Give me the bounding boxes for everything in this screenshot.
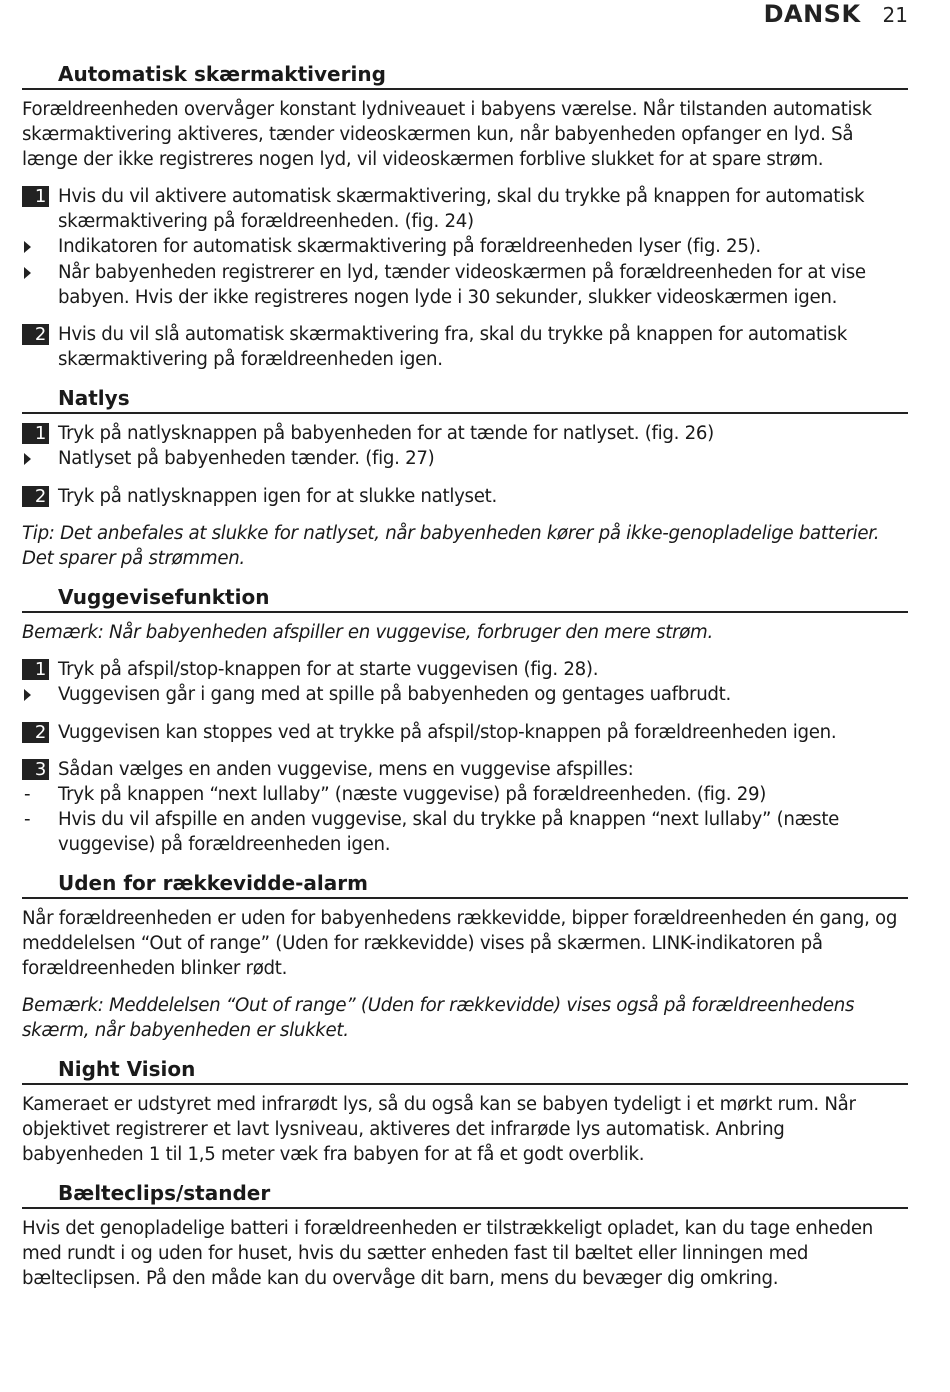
section-heading: Automatisk skærmaktivering xyxy=(22,60,908,90)
step-number: 1 xyxy=(22,659,49,680)
triangle-bullet-icon xyxy=(24,453,31,465)
section-heading: Natlys xyxy=(22,384,908,414)
step-item xyxy=(22,322,908,372)
item-text: Tryk på knappen “next lullaby” (næste vuggevise) på forældreenheden. (fig. 29) xyxy=(58,784,767,805)
dash-marker xyxy=(22,782,58,807)
item-text: Vuggevisen kan stoppes ved at trykke på afspil/stop-knappen på forældreenheden igen. xyxy=(58,722,837,743)
note-paragraph: Bemærk: Når babyenheden afspiller en vuggevise, forbruger den mere strøm. xyxy=(22,622,713,643)
triangle-bullet-icon xyxy=(24,689,31,701)
triangle-bullet-icon xyxy=(24,241,31,253)
step-marker xyxy=(22,484,58,509)
step-marker xyxy=(22,757,58,782)
step-marker xyxy=(22,421,58,446)
step-item xyxy=(22,484,908,509)
bullet-marker xyxy=(22,446,58,472)
step-number: 1 xyxy=(22,423,49,444)
body-paragraph: Når forældreenheden er uden for babyenhedens rækkevidde, bipper forældreenheden én gang, og meddelelsen “Out of range” (Uden for rækkevidde) vises på skærmen. LINK-indikatoren på forældreenheden blinker rødt. xyxy=(22,908,898,979)
step-number: 3 xyxy=(22,759,49,780)
step-marker xyxy=(22,657,58,682)
body-paragraph: Kameraet er udstyret med infrarødt lys, så du også kan se babyen tydeligt i et mørkt rum. Når objektivet registrerer et lavt lysniveau, aktiveres det infrarøde lys automatisk. Anbring babyenheden 1 til 1,5 meter væk fra babyen for at få et godt overblik. xyxy=(22,1094,856,1165)
step-item xyxy=(22,421,908,446)
step-item xyxy=(22,657,908,682)
section-heading: Uden for rækkevidde-alarm xyxy=(22,869,908,899)
section xyxy=(22,869,908,1043)
result-item xyxy=(22,446,908,472)
result-item xyxy=(22,682,908,708)
item-text: Tryk på afspil/stop-knappen for at starte vuggevisen (fig. 28). xyxy=(58,659,599,680)
item-text: Natlyset på babyenheden tænder. (fig. 27) xyxy=(58,448,435,469)
triangle-bullet-icon xyxy=(24,267,31,279)
item-text: Hvis du vil aktivere automatisk skærmaktivering, skal du trykke på knappen for automatisk skærmaktivering på forældreenheden. (fig. 24) xyxy=(58,186,865,232)
item-text: Når babyenheden registrerer en lyd, tænder videoskærmen på forældreenheden for at vise babyen. Hvis der ikke registreres nogen lyde i 30 sekunder, slukker videoskærmen igen. xyxy=(58,262,866,308)
language-label: DANSK xyxy=(763,0,861,28)
instruction-list xyxy=(22,657,908,857)
instruction-list xyxy=(22,184,908,372)
dash-icon: - xyxy=(24,784,31,805)
step-item xyxy=(22,720,908,745)
page-header xyxy=(764,0,908,28)
dash-item xyxy=(22,782,908,807)
section xyxy=(22,1179,908,1291)
item-text: Vuggevisen går i gang med at spille på babyenheden og gentages uafbrudt. xyxy=(58,684,731,705)
section-heading: Night Vision xyxy=(22,1055,908,1085)
section xyxy=(22,60,908,372)
dash-marker xyxy=(22,807,58,857)
section xyxy=(22,384,908,571)
note-paragraph: Bemærk: Meddelelsen “Out of range” (Uden for rækkevidde) vises også på forældreenhedens skærm, når babyenheden er slukket. xyxy=(22,995,855,1041)
body-paragraph: Hvis det genopladelige batteri i forældreenheden er tilstrækkeligt opladet, kan du tage enheden med rundt i og uden for huset, hvis du sætter enheden fast til bæltet eller linningen med bælteclipsen. På den måde kan du overvåge dit barn, mens du bevæger dig omkring. xyxy=(22,1218,873,1289)
page-number: 21 xyxy=(882,3,908,27)
dash-item xyxy=(22,807,908,857)
item-text: Indikatoren for automatisk skærmaktivering på forældreenheden lyser (fig. 25). xyxy=(58,236,761,257)
step-item xyxy=(22,757,908,782)
item-text: Tryk på natlysknappen igen for at slukke natlyset. xyxy=(58,486,497,507)
note-paragraph: Tip: Det anbefales at slukke for natlyset, når babyenheden kører på ikke-genopladelige batterier. Det sparer på strømmen. xyxy=(22,523,880,569)
step-number: 2 xyxy=(22,324,49,345)
section-heading: Bælteclips/stander xyxy=(22,1179,908,1209)
step-number: 2 xyxy=(22,722,49,743)
document-body xyxy=(22,60,908,1303)
bullet-marker xyxy=(22,682,58,708)
step-marker xyxy=(22,184,58,234)
section xyxy=(22,1055,908,1167)
dash-icon: - xyxy=(24,809,31,830)
item-text: Hvis du vil afspille en anden vuggevise, skal du trykke på knappen “next lullaby” (næste vuggevise) på forældreenheden igen. xyxy=(58,809,840,855)
step-number: 2 xyxy=(22,486,49,507)
body-paragraph: Forældreenheden overvåger konstant lydniveauet i babyens værelse. Når tilstanden automatisk skærmaktivering aktiveres, tænder videoskærmen kun, når babyenheden opfanger en lyd. Så længe der ikke registreres nogen lyd, vil videoskærmen forblive slukket for at spare strøm. xyxy=(22,99,872,170)
step-marker xyxy=(22,322,58,372)
step-number: 1 xyxy=(22,186,49,207)
result-item xyxy=(22,234,908,260)
result-item xyxy=(22,260,908,310)
instruction-list xyxy=(22,421,908,509)
item-text: Hvis du vil slå automatisk skærmaktivering fra, skal du trykke på knappen for automatisk skærmaktivering på forældreenheden igen. xyxy=(58,324,847,370)
item-text: Sådan vælges en anden vuggevise, mens en vuggevise afspilles: xyxy=(58,759,634,780)
step-marker xyxy=(22,720,58,745)
bullet-marker xyxy=(22,260,58,310)
step-item xyxy=(22,184,908,234)
section xyxy=(22,583,908,857)
bullet-marker xyxy=(22,234,58,260)
item-text: Tryk på natlysknappen på babyenheden for at tænde for natlyset. (fig. 26) xyxy=(58,423,714,444)
section-heading: Vuggevisefunktion xyxy=(22,583,908,613)
